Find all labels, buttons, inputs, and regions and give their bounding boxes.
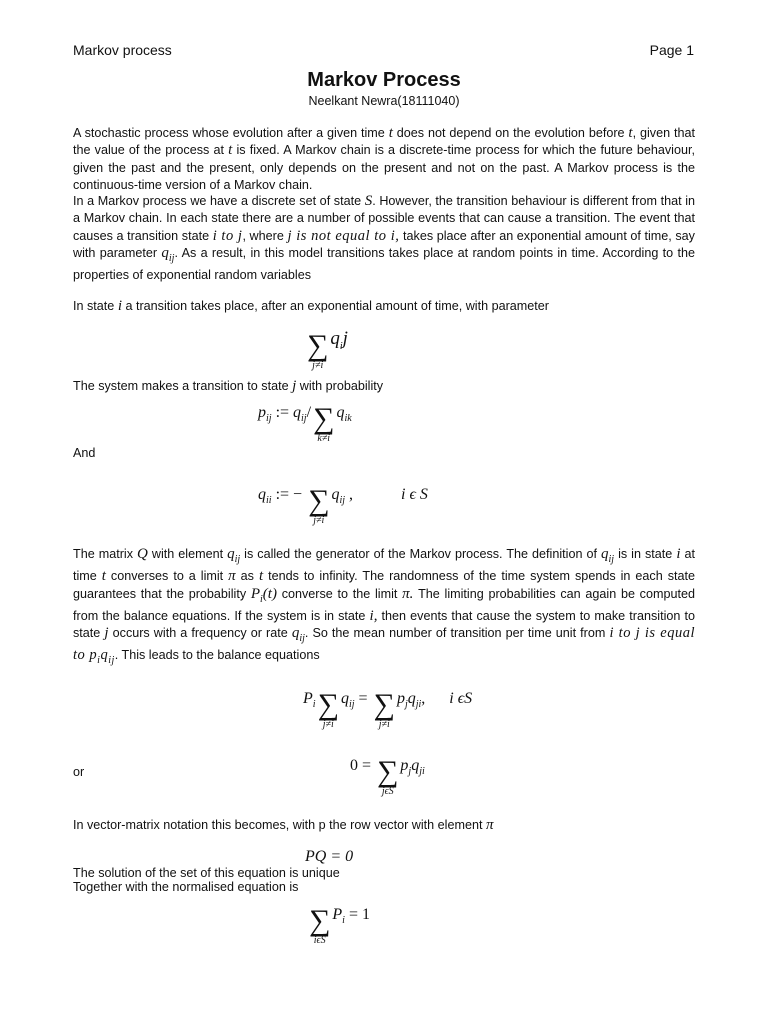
text: at time (73, 547, 695, 584)
math-var: i, (369, 607, 378, 624)
eq-tail: j (342, 328, 348, 349)
math-text: q (100, 647, 109, 664)
paragraph-generator (73, 546, 695, 670)
eq-condition: i ϵ S (401, 486, 428, 503)
header-left: Markov process (73, 42, 172, 58)
text: In a Markov process we have a discrete set of state (73, 194, 365, 208)
text: then events that cause the system to make transition to state (73, 608, 695, 641)
math-P: P (250, 585, 261, 602)
sum-subscript: j≠i (378, 719, 390, 731)
math-var: t (388, 125, 393, 141)
eq-sub: ik (344, 413, 352, 425)
math-phrase: i to j (212, 227, 243, 244)
text: with probability (296, 379, 384, 393)
eq-P-letter: P (303, 690, 313, 707)
math-var: t (258, 568, 264, 585)
eq-p-letter: p (400, 757, 409, 774)
text: occurs with a frequency or rate (108, 626, 292, 641)
math-q: q (161, 244, 169, 261)
sum-symbol: ∑ j≠i (307, 329, 329, 372)
text: In state (73, 299, 118, 313)
math-sub: i (97, 655, 101, 667)
math-sub: ij (299, 633, 305, 645)
eq-q (340, 690, 355, 711)
equation-normalisation (307, 906, 370, 947)
math-var: t (628, 125, 633, 141)
sum-subscript: j≠i (312, 360, 324, 372)
eq-q (293, 404, 307, 425)
paragraph-vector-notation (73, 817, 493, 834)
eq-text: PQ = 0 (305, 848, 354, 865)
eq-body (330, 328, 348, 352)
equation-qii (258, 486, 428, 527)
paragraph-transition-prob (73, 378, 383, 395)
eq-p: p (258, 404, 266, 421)
sum-subscript: jϵS (381, 786, 394, 798)
text: converse to the limit (276, 586, 403, 601)
eq-P (332, 906, 345, 927)
eq-equals: = (354, 690, 372, 707)
eq-p-letter: p (396, 690, 405, 707)
eq-rhs (336, 404, 352, 425)
text: The system makes a transition to state (73, 379, 293, 393)
paragraph-normalised: Together with the normalised equation is (73, 880, 299, 894)
sum-symbol: ∑ j≠i (308, 484, 330, 527)
eq-lhs: 0 = (350, 757, 376, 774)
eq-q-letter: q (411, 757, 420, 774)
text: A stochastic process whose evolution after a given time (73, 126, 389, 140)
math-sub: ij (608, 554, 615, 565)
math-sub: i (260, 593, 263, 605)
math-var: j (104, 625, 109, 642)
math-var: t (101, 568, 106, 585)
sum-symbol: ∑ j≠i (317, 688, 339, 731)
text: , given that the value of the process at (73, 126, 695, 158)
eq-op: := (271, 404, 294, 421)
eq-rhs (331, 486, 346, 507)
math-var: S (364, 193, 373, 209)
text: converses to a limit (105, 569, 229, 584)
text: with element (147, 547, 228, 561)
sum-subscript: j≠i (313, 515, 325, 527)
eq-slash: / (306, 404, 312, 421)
equation-pij (258, 404, 352, 445)
math-var (250, 585, 277, 605)
eq-q-letter: q (258, 486, 266, 503)
math-q: q (291, 625, 300, 642)
eq-condition: i ϵS (449, 690, 473, 707)
equation-zero-sum (350, 757, 425, 798)
text: . So the mean number of transition per time unit from (304, 626, 610, 641)
header-page-number: Page 1 (649, 42, 694, 58)
math-sub: ij (168, 252, 175, 264)
text: The limiting probabilities can again be computed from the balance equations. If the system is in state (73, 586, 695, 623)
sum-subscript: iϵS (313, 935, 326, 947)
eq-sub: ji (419, 766, 425, 778)
math-text: i to j is equal to p (73, 625, 695, 664)
eq-P-letter: P (332, 906, 343, 923)
math-var (291, 625, 305, 645)
eq-sub: j (408, 766, 412, 778)
eq-q-letter: q (340, 690, 349, 707)
text: is in state (614, 547, 677, 561)
eq-sub: ij (339, 495, 346, 507)
sum-symbol: ∑ k≠i (313, 402, 335, 445)
math-var: π (228, 568, 236, 585)
eq-q-letter: q (407, 690, 416, 707)
math-sub: ij (234, 554, 241, 565)
paragraph-markov-process (73, 193, 695, 284)
eq-op: := − (271, 486, 307, 503)
text: a transition takes place, after an exponential amount of time, with parameter (121, 299, 550, 313)
math-var: i (676, 546, 681, 562)
math-var (161, 244, 175, 264)
text: is called the generator of the Markov process. The definition of (240, 547, 601, 561)
eq-rhs: = 1 (344, 906, 370, 923)
eq-sub: ij (348, 699, 355, 711)
sum-subscript: j≠i (322, 719, 334, 731)
equation-sum-rate (305, 328, 348, 372)
text: . However, the transition behaviour is different from that in a Markov chain. In each state there are a number of possible events that can cause a transition. The event that causes a transition state (73, 194, 695, 243)
text: . As a result, in this model transitions takes place at random points in time. According to the properties of exponential random variables (73, 245, 695, 283)
eq-lhs (258, 404, 272, 425)
math-arg: (t) (262, 585, 277, 602)
math-var: π. (402, 585, 414, 602)
text: The matrix (73, 547, 138, 561)
text: is fixed. A Markov chain is a discrete-time process for which the future behaviour, given the past and the present, only depends on the present and not on the past. A Markov process is the continuous-time version of a Markov chain. (73, 143, 695, 192)
eq-rhs (396, 690, 422, 711)
equation-balance (303, 690, 472, 731)
sum-subscript: k≠i (317, 433, 331, 445)
math-var: i (117, 298, 122, 314)
text: tends to infinity. The randomness of the time system spends in each state guarantees that the probability (73, 569, 695, 601)
eq-q-letter: q (331, 486, 340, 503)
page-title: Markov Process (307, 69, 461, 91)
eq-sub: i (312, 699, 316, 711)
eq-comma: , (421, 690, 426, 707)
eq-sub: ii (266, 495, 272, 507)
math-var: j (292, 378, 297, 394)
or-text: or (73, 765, 85, 779)
math-q: q (601, 546, 609, 562)
and-text: And (73, 446, 96, 460)
math-var: π (485, 817, 494, 833)
eq-comma: , (345, 486, 354, 503)
text: as (235, 569, 259, 584)
math-q: q (227, 546, 235, 562)
eq-sub: j (404, 699, 408, 711)
text: . This leads to the balance equations (114, 648, 320, 663)
eq-sub: i (339, 340, 343, 352)
math-var (601, 546, 615, 565)
eq-lhs (258, 486, 272, 507)
paragraph-state-i (73, 298, 549, 315)
text: does not depend on the evolution before (392, 126, 629, 140)
text: In vector-matrix notation this becomes, with p the row vector with element (73, 818, 486, 832)
sum-symbol: ∑ jϵS (377, 755, 399, 798)
eq-q-letter: q (293, 404, 302, 421)
text: takes place after an exponential amount of time, say with parameter (73, 228, 695, 260)
math-var: Q (137, 546, 148, 562)
text: , where (242, 228, 288, 243)
eq-q: q (330, 328, 340, 349)
eq-sub: ij (266, 413, 272, 425)
equation-pq (305, 848, 353, 866)
math-var (227, 546, 241, 565)
eq-rhs (400, 757, 425, 778)
math-phrase: j is not equal to i, (287, 227, 400, 244)
sum-symbol: ∑ j≠i (373, 688, 395, 731)
eq-q-letter: q (336, 404, 345, 421)
eq-P (303, 690, 316, 711)
paragraph-solution: The solution of the set of this equation is unique (73, 866, 340, 880)
eq-sub: i (342, 915, 345, 927)
author-line: Neelkant Newra(18111040) (308, 94, 460, 108)
paragraph-intro (73, 125, 695, 194)
sum-symbol: ∑ iϵS (309, 904, 331, 947)
eq-sub: ij (301, 413, 307, 425)
math-sub: ij (108, 655, 115, 667)
eq-sub: ji (415, 699, 422, 711)
math-var: t (228, 142, 233, 159)
